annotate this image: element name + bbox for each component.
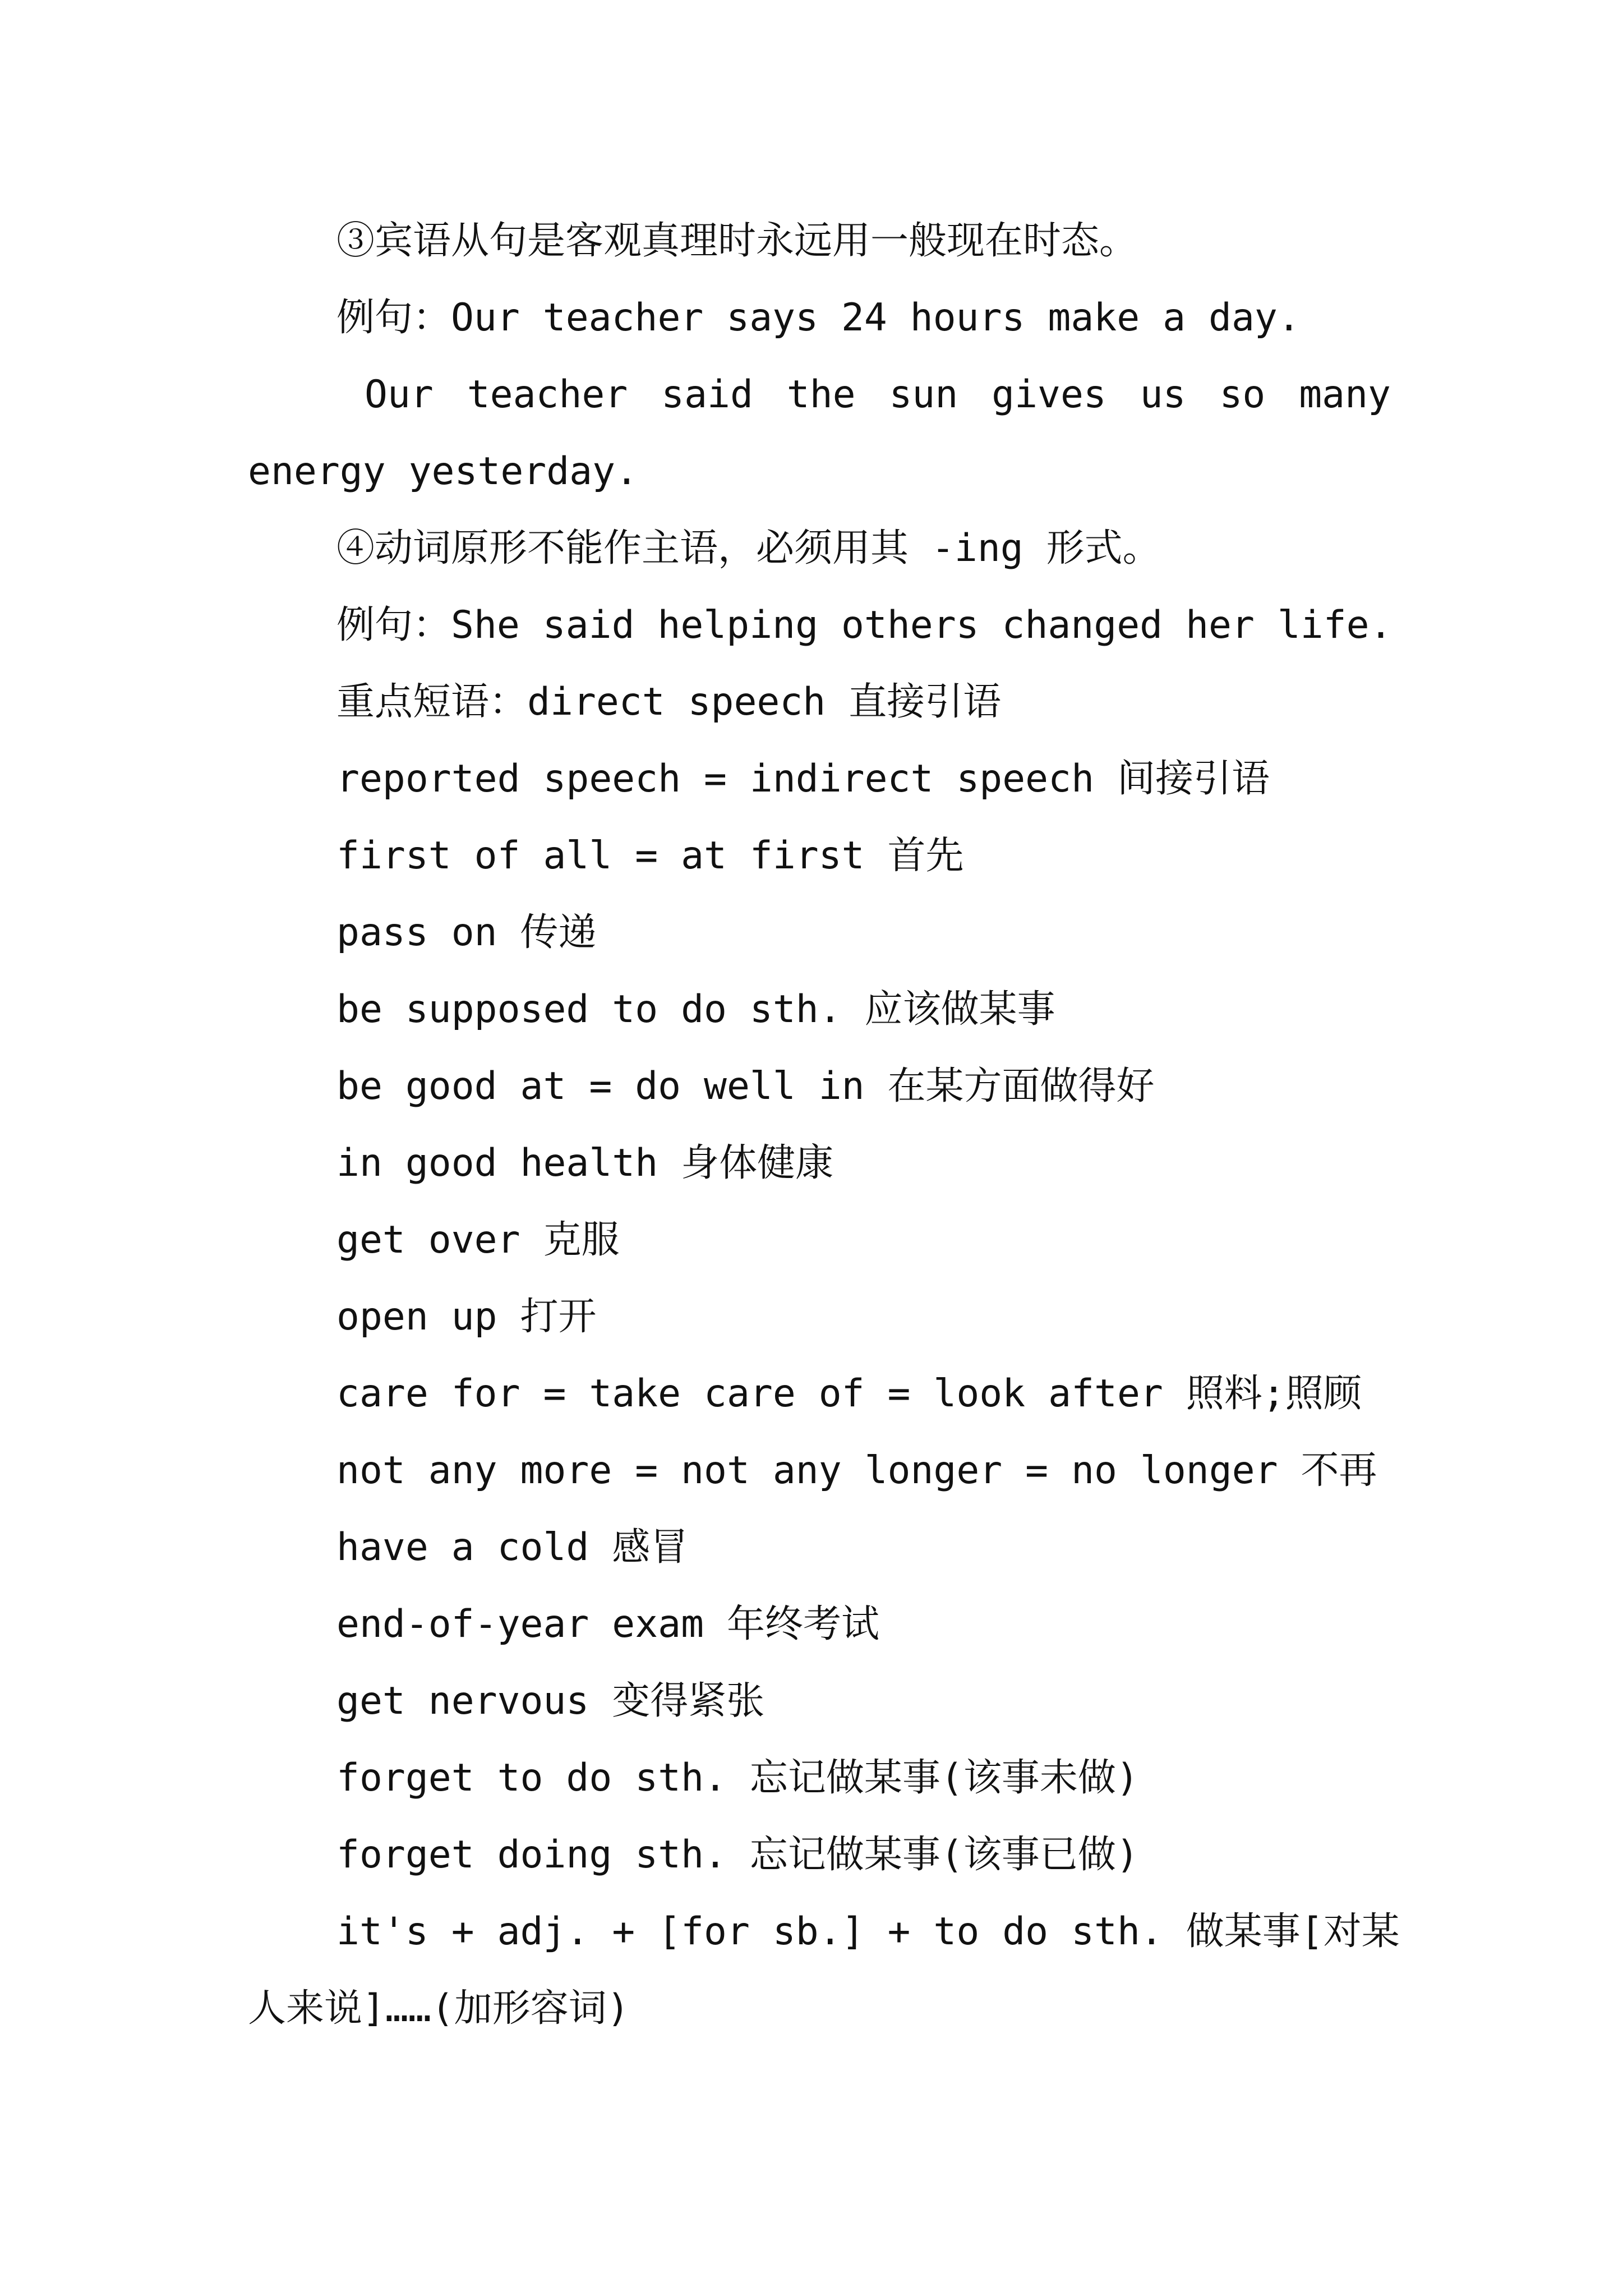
phrase-line-last: it's + adj. + [for sb.] + to do sth. 做某事[对某 [336, 1910, 1400, 1954]
rule-3-example-2 [365, 370, 1391, 420]
word: sun [889, 372, 958, 417]
phrase-line: end-of-year exam 年终考试 [336, 1602, 879, 1646]
phrase-line: care for = take care of = look after 照料;照顾 [336, 1372, 1362, 1416]
phrase-line: pass on 传递 [336, 910, 597, 955]
rule-4-title: ④动词原形不能作主语，必须用其 -ing 形式。 [336, 526, 1161, 570]
rule-4-example: 例句：She said helping others changed her life. [336, 603, 1393, 647]
phrase-line: reported speech = indirect speech 间接引语 [336, 757, 1270, 801]
word: teacher [467, 372, 628, 417]
phrase-line: 重点短语：direct speech 直接引语 [336, 680, 1002, 724]
phrase-line: get over 克服 [336, 1218, 620, 1262]
word: gives [992, 372, 1106, 417]
rule-3-example: 例句：Our teacher says 24 hours make a day. [336, 296, 1301, 340]
rule-3-title: ③宾语从句是客观真理时永远用一般现在时态。 [336, 219, 1138, 263]
phrase-line: open up 打开 [336, 1295, 597, 1339]
phrase-line: be good at = do well in 在某方面做得好 [336, 1064, 1155, 1108]
phrase-line: forget doing sth. 忘记做某事(该事已做) [336, 1833, 1139, 1877]
word: us [1140, 372, 1186, 417]
phrase-line-last-continued: 人来说]……(加形容词) [248, 1986, 630, 2031]
word: the [786, 372, 856, 417]
phrase-line: get nervous 变得紧张 [336, 1679, 765, 1723]
word: said [661, 372, 753, 417]
word: so [1219, 372, 1266, 417]
phrase-line: first of all = at first 首先 [336, 834, 964, 878]
phrase-line: not any more = not any longer = no longer 不再 [336, 1448, 1377, 1493]
phrase-line: in good health 身体健康 [336, 1141, 834, 1185]
word: many [1299, 372, 1391, 417]
phrase-line: have a cold 感冒 [336, 1525, 689, 1570]
phrase-line: be supposed to do sth. 应该做某事 [336, 987, 1055, 1032]
rule-3-example-2-continued: energy yesterday. [248, 449, 638, 494]
word: Our [365, 372, 434, 417]
phrase-line: forget to do sth. 忘记做某事(该事未做) [336, 1756, 1139, 1800]
